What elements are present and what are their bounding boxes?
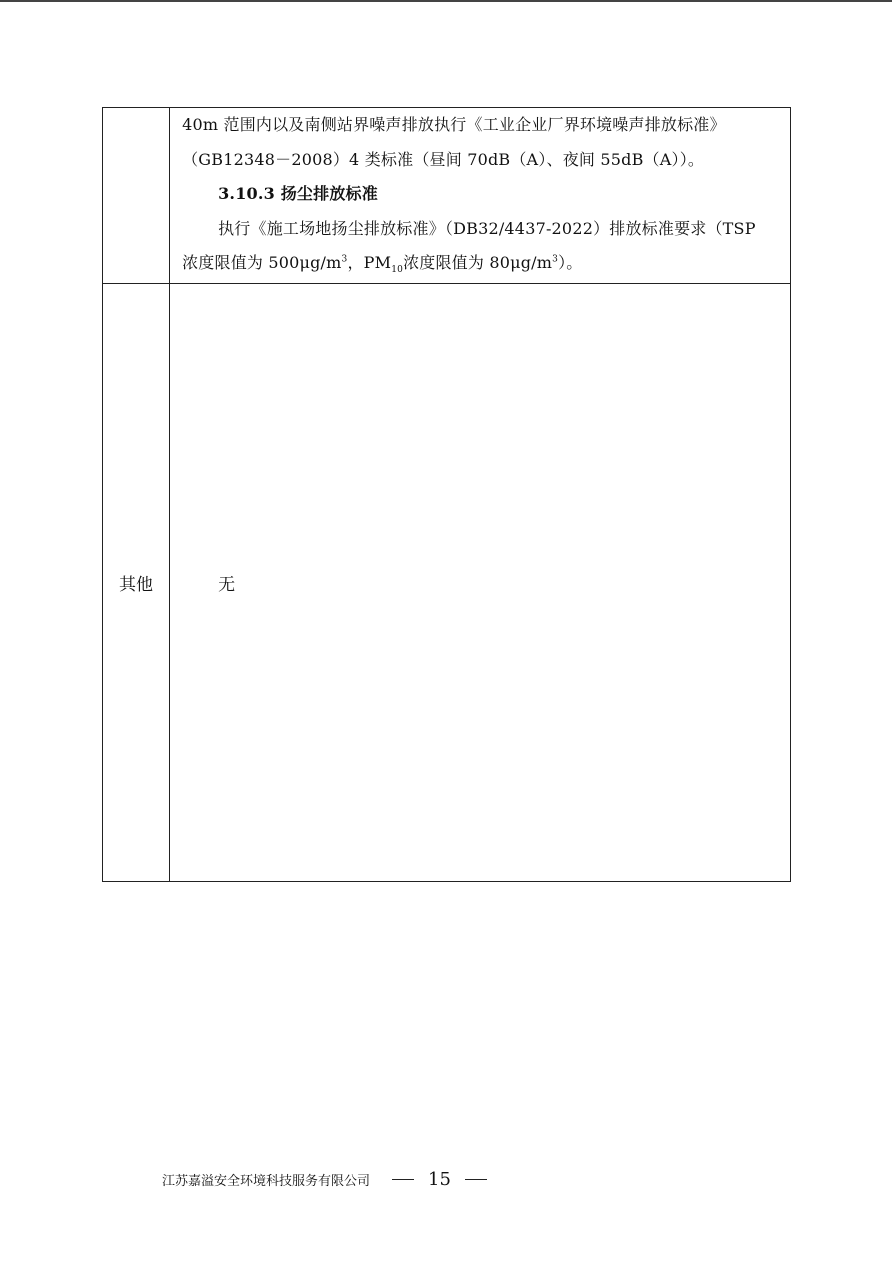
table-row bbox=[103, 108, 791, 284]
superscript: 3 bbox=[341, 254, 348, 265]
other-content: 无 bbox=[218, 575, 236, 595]
text-line: （GB12348－2008）4 类标准（昼间 70dB（A）、夜间 55dB（A））。 bbox=[182, 149, 705, 169]
content-cell bbox=[170, 108, 791, 284]
superscript: 3 bbox=[552, 254, 559, 265]
content-cell bbox=[170, 284, 791, 882]
dash-left bbox=[392, 1179, 414, 1180]
content-text-block bbox=[170, 108, 790, 281]
table-row bbox=[103, 284, 791, 882]
text-line: 浓度限值为 $500\mu g/m^3$，$PM_{10}$浓度限值为 $80\mu g/m^3$）。 bbox=[182, 253, 583, 276]
row-label-other: 其他 bbox=[103, 284, 170, 882]
text-line: 40m 范围内以及南侧站界噪声排放执行《工业企业厂界环境噪声排放标准》 bbox=[182, 115, 726, 134]
footer-company-name: 江苏嘉溢安全环境科技服务有限公司 bbox=[162, 1173, 371, 1189]
section-heading: 3.10.3 扬尘排放标准 bbox=[218, 184, 378, 203]
page-footer bbox=[162, 1165, 487, 1193]
top-border-rule bbox=[0, 0, 892, 2]
page-number-block bbox=[392, 1169, 487, 1190]
dash-right bbox=[465, 1179, 487, 1180]
subscript: 10 bbox=[391, 265, 404, 276]
page-number: 15 bbox=[428, 1168, 451, 1190]
text-line: 执行《施工场地扬尘排放标准》（DB32/4437-2022）排放标准要求（TSP bbox=[218, 218, 756, 238]
standards-table bbox=[102, 107, 791, 882]
label-cell-empty bbox=[103, 108, 170, 284]
